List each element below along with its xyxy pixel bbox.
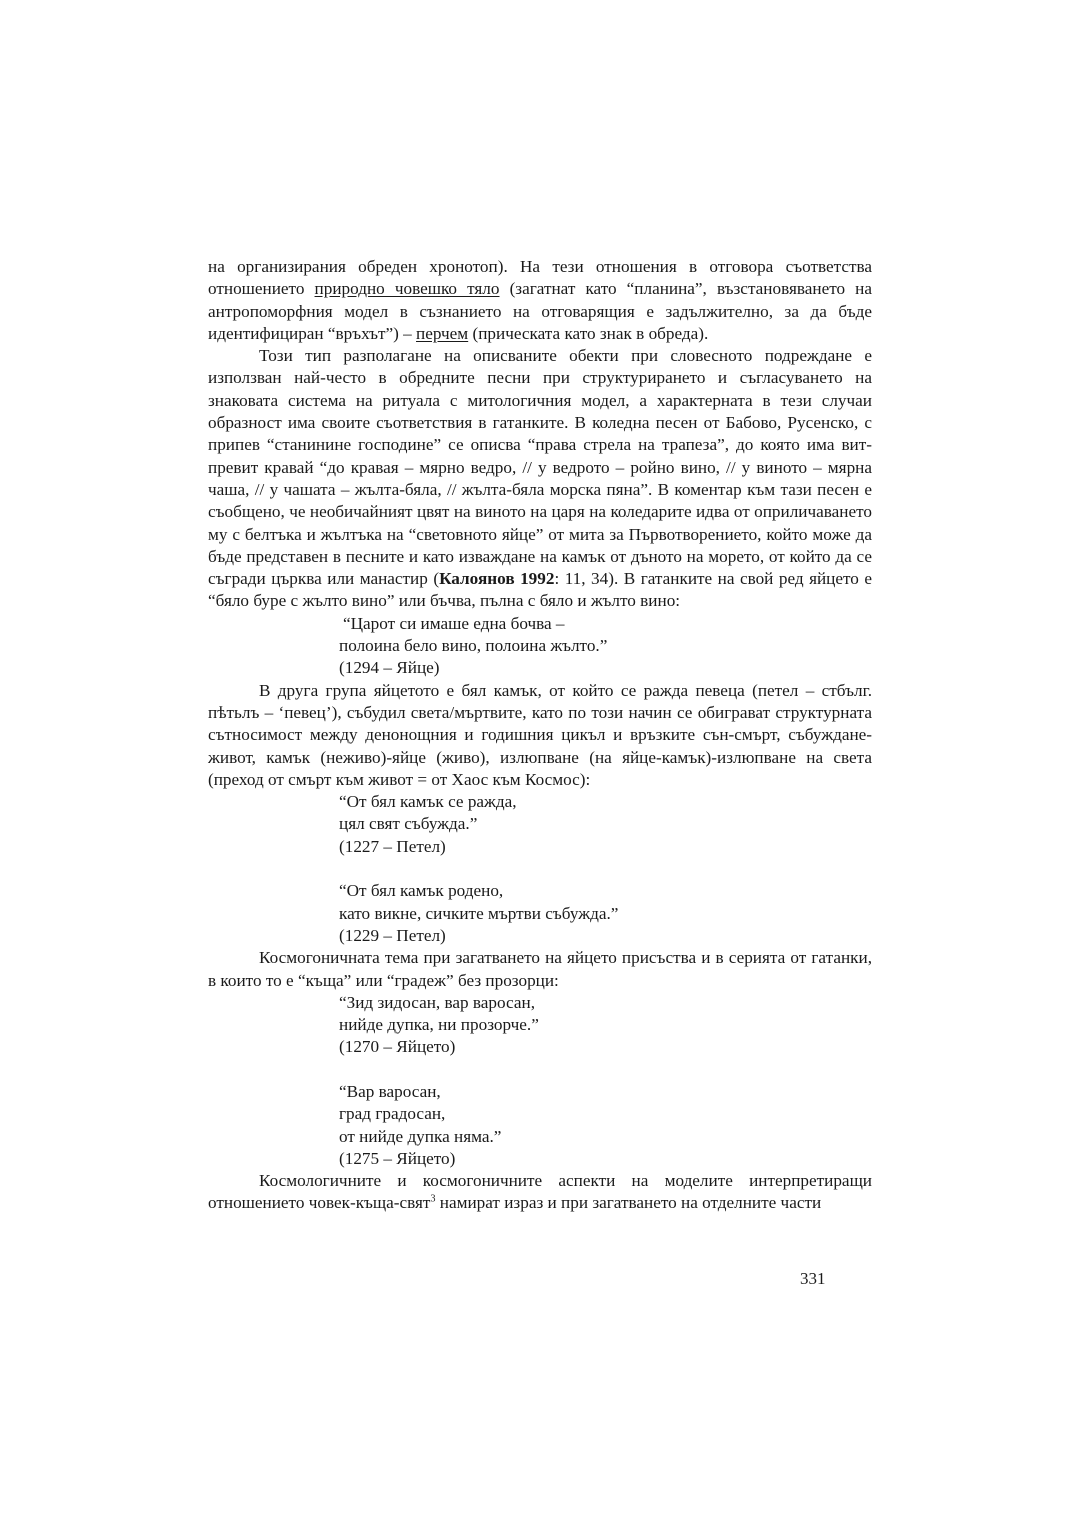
- paragraph-4: [208, 947, 872, 992]
- riddle-line: “От бял камък се ражда,: [339, 792, 517, 812]
- paragraph-5: [208, 1170, 872, 1215]
- riddle-reference: (1275 – Яйцето): [339, 1148, 456, 1168]
- paragraph-1-text-a: на организирания обреден хронотоп). На тези отношения в отговора съответства отношението: [208, 257, 872, 299]
- paragraph-2-text-a: Този тип разполагане на описваните обекти при словесното подреждане е използван най-често в обредните песни при структурирането и съгласуването на знаковата система на ритуала с митологичния модел, а характерната в тези случаи образност има своите съответствия в гатанките. В коледна песен от Бабово, Русенско, с припев “станинине господине” се описва “права стрела на трапеза”, до която има вит-превит кравай “до кравая – мярно ведро, // у ведрото – ройно вино, // у виното – мярна чаша, // у чашата – жълта-бяла, // жълта-бяла морска пяна”. В коментар към тази песен е съобщено, че необичайният цвят на виното на царя на коледарите идва от оприличаването му с белтъка и жълтъка на “световното яйце” от мита за Първотворението, който може да бъде представен в песните и като изваждане на камък от дъното на морето, от който да се съгради църква или манастир (: [208, 346, 872, 589]
- stanza-gap: [208, 1059, 872, 1081]
- paragraph-3: [208, 680, 872, 791]
- footnote-marker: 3: [430, 1193, 436, 1205]
- riddle-line: “От бял камък родено,: [339, 881, 504, 901]
- riddle-reference: (1229 – Петел): [339, 925, 446, 945]
- riddle-line: като викне, сичките мъртви събужда.”: [339, 903, 619, 923]
- riddle-line: нийде дупка, ни прозорче.”: [339, 1015, 539, 1035]
- page-body: [208, 256, 872, 1215]
- riddle-line: “Зид зидосан, вар варосан,: [339, 992, 535, 1012]
- riddle-4: [208, 992, 872, 1059]
- underlined-term-forelock: перчем: [416, 323, 469, 343]
- riddle-line: цял свят събужда.”: [339, 814, 478, 834]
- stanza-gap: [208, 858, 872, 880]
- paragraph-1-text-c: (прическата като знак в обреда).: [468, 323, 709, 343]
- page-number: 331: [800, 1269, 826, 1288]
- riddle-2: [208, 791, 872, 858]
- paragraph-5-text-b: намират израз и при загатването на отделните части: [435, 1193, 822, 1213]
- paragraph-1: [208, 256, 872, 345]
- paragraph-3-text: В друга група яйцетото е бял камък, от който се ражда певеца (петел – стбълг. пѣтьлъ – ‘певец’), събудил света/мъртвите, като по този начин се обиграват структурната сътносимост между денонощния и годишния цикъл и връзките сън-смърт, събуждане-живот, камък (неживо)-яйце (живо), излюпване (на яйце-камък)-излюпване на света (преход от смърт към живот = от Хаос към Космос):: [208, 680, 872, 789]
- riddle-reference: (1270 – Яйцето): [339, 1037, 456, 1057]
- riddle-line: “Царот си имаше една бочва –: [343, 613, 565, 633]
- riddle-5: [208, 1081, 872, 1170]
- riddle-reference: (1294 – Яйце): [339, 658, 440, 678]
- riddle-reference: (1227 – Петел): [339, 836, 446, 856]
- paragraph-2: [208, 345, 872, 613]
- riddle-1: [208, 613, 872, 680]
- riddle-line: полоина бело вино, полоина жълто.”: [339, 636, 608, 656]
- riddle-line: град градосан,: [339, 1104, 446, 1124]
- paragraph-5-text-a: Космологичните и космогоничните аспекти на моделите интерпретиращи отношението човек-къща-свят: [208, 1171, 872, 1213]
- riddle-3: [208, 880, 872, 947]
- citation-author: Калоянов 1992: [439, 569, 555, 589]
- riddle-line: от нийде дупка няма.”: [339, 1126, 502, 1146]
- paragraph-2-text-b: : 11, 34). В гатанките на свой ред яйцето е “бяло буре с жълто вино” или бъчва, пълна с бяло и жълто вино:: [208, 569, 873, 611]
- underlined-term-body: природно човешко тяло: [314, 279, 500, 299]
- paragraph-1-text-b: (загатнат като “планина”, възстановяването на антропоморфния модел в съзнанието на отговарящия е задължително, за да бъде идентифициран “връхът”) –: [208, 279, 873, 343]
- paragraph-4-text: Космогоничната тема при загатването на яйцето присъства и в серията от гатанки, в които то е “къща” или “градеж” без прозорци:: [208, 948, 872, 990]
- riddle-line: “Вар варосан,: [339, 1081, 441, 1101]
